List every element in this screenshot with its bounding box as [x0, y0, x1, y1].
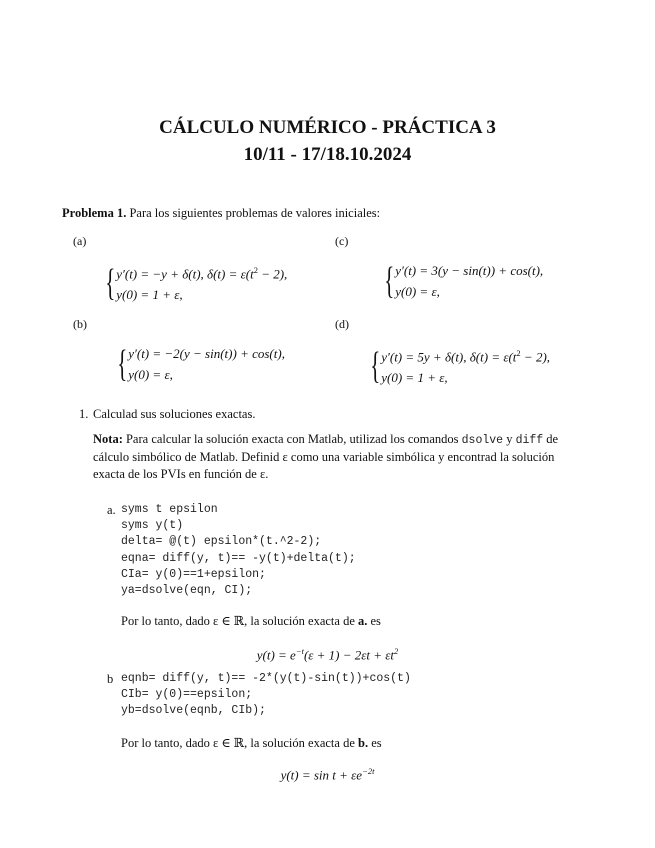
item1-text: Calculad sus soluciones exactas. — [93, 407, 256, 421]
system-b-eq1: y′(t) = −2(y − sin(t)) + cos(t), — [128, 346, 285, 361]
system-c-label: (c) — [335, 234, 349, 248]
system-c-eq2: y(0) = ε, — [395, 284, 440, 299]
system-d — [362, 343, 550, 388]
code-line: CIb= y(0)==epsilon; — [121, 688, 253, 702]
problem-heading — [62, 205, 380, 222]
dsolve-command: dsolve — [461, 434, 504, 447]
note-paragraph — [93, 431, 583, 483]
code-line: syms y(t) — [121, 519, 184, 533]
system-d-eq2: y(0) = 1 + ε, — [381, 370, 448, 386]
note-text-2: de — [546, 432, 559, 446]
code-line: syms t epsilon — [121, 503, 218, 516]
system-a-eq1: y′(t) = −y + δ(t), $\delta(t) = \varepsilon(t^2 - 2)$, — [116, 265, 288, 282]
code-line: eqna= diff(y, t)== -y(t)+delta(t); — [121, 551, 356, 565]
code-block-a — [121, 502, 356, 599]
brace-icon: { — [370, 344, 381, 387]
problem-intro: Para los siguientes problemas de valores iniciales: — [129, 206, 381, 220]
problem-label: Problema 1. — [62, 206, 127, 220]
code-line: CIa= y(0)==1+epsilon; — [121, 567, 266, 581]
code-block-b — [121, 671, 411, 720]
system-b — [109, 343, 285, 385]
result-b-text: Por lo tanto, dado ε ∈ ℝ, la solución exacta de b. es — [121, 736, 382, 750]
note-and: y — [506, 432, 513, 446]
brace-icon: { — [105, 261, 116, 304]
solution-b-equation: $y(t) = \sin t + \varepsilon e^{-2t}$ — [280, 766, 375, 783]
system-a — [97, 260, 287, 305]
code-line: ya=dsolve(eqn, CI); — [121, 584, 253, 598]
code-line: eqnb= diff(y, t)== -2*(y(t)-sin(t))+cos(t) — [121, 672, 411, 685]
code-b-marker: b — [107, 672, 114, 686]
document-dates: 10/11 - 17/18.10.2024 — [243, 144, 412, 165]
system-b-eq2: y(0) = ε, — [128, 367, 173, 382]
system-c — [376, 260, 543, 302]
item1-number: 1. — [79, 407, 89, 421]
brace-icon: { — [117, 343, 128, 385]
note-line-3: exacta de los PVIs en función de ε. — [93, 467, 269, 482]
note-label: Nota: — [93, 432, 123, 446]
note-line-2: cálculo simbólico de Matlab. Definid ε como una variable simbólica y encontrad la solución — [93, 450, 555, 465]
system-c-eq1: y′(t) = 3(y − sin(t)) + cos(t), — [395, 263, 544, 278]
system-d-eq1: y′(t) = 5y + δ(t), $\delta(t) = \varepsilon(t^2 - 2)$, — [381, 348, 551, 365]
document-title: CÁLCULO NUMÉRICO - PRÁCTICA 3 — [159, 117, 496, 138]
note-text-1: Para calcular la solución exacta con Matlab, utilizad los comandos — [125, 432, 459, 446]
brace-icon: { — [384, 260, 395, 302]
result-a-text: Por lo tanto, dado ε ∈ ℝ, la solución exacta de a. es — [121, 614, 381, 628]
system-b-label: (b) — [73, 317, 87, 331]
system-d-label: (d) — [335, 317, 349, 331]
code-line: delta= @(t) epsilon*(t.^2-2); — [121, 535, 322, 549]
system-a-eq2: y(0) = 1 + ε, — [116, 287, 183, 303]
diff-command: diff — [515, 434, 544, 447]
code-a-marker: a. — [107, 503, 116, 517]
solution-a-equation: $y(t) = e^{-t}(\varepsilon + 1) - 2\varepsilon t + \varepsilon t^2$ — [256, 646, 399, 663]
code-line: yb=dsolve(eqnb, CIb); — [121, 704, 266, 718]
system-a-label: (a) — [73, 234, 87, 248]
